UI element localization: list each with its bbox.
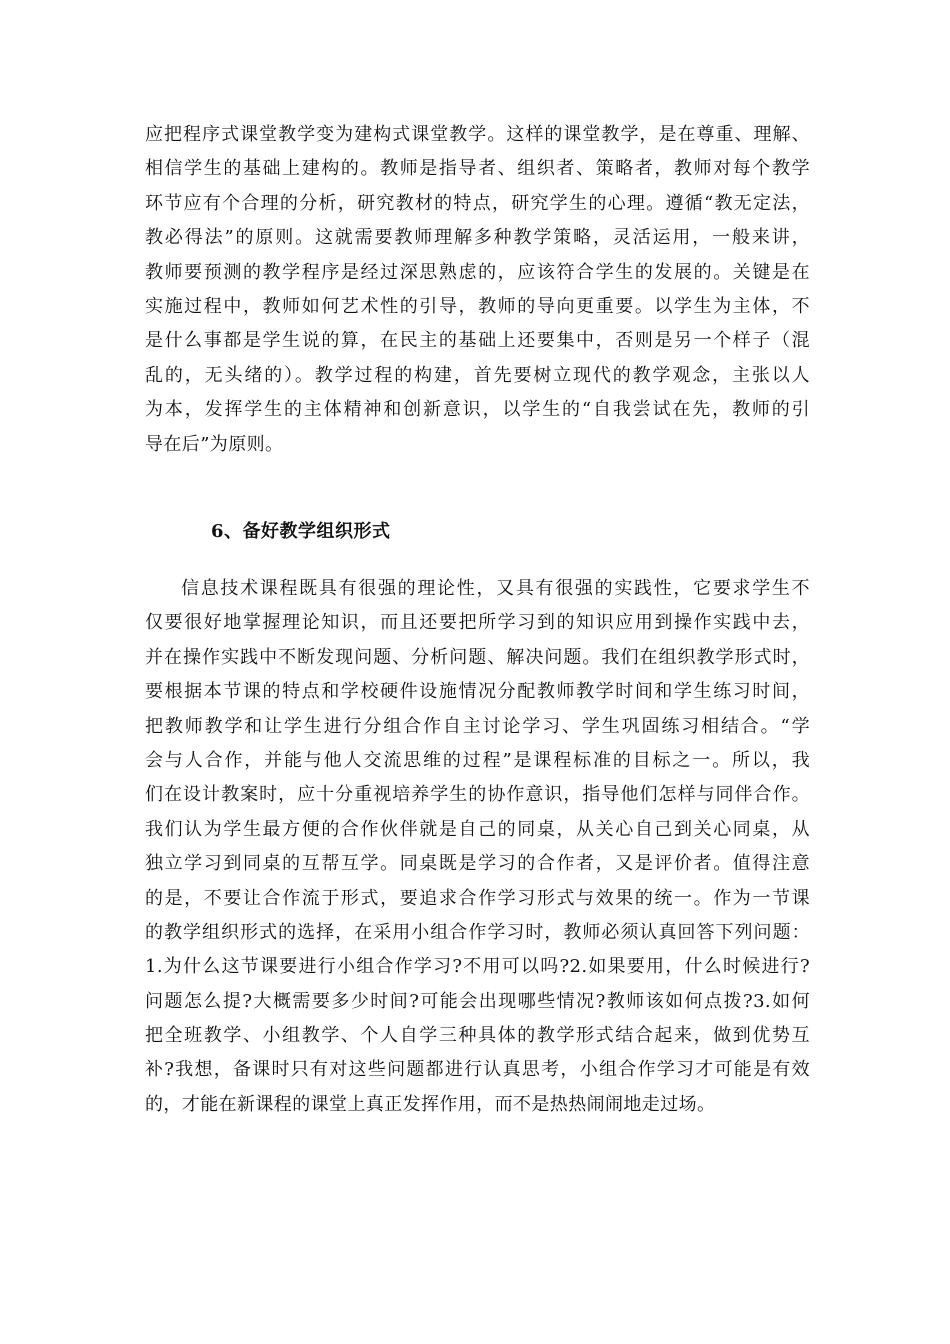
paragraph-line: 们在设计教案时，应十分重视培养学生的协作意识，指导他们怎样与同伴合作。 bbox=[145, 784, 810, 806]
paragraph-line: 的，才能在新课程的课堂上真正发挥作用，而不是热热闹闹地走过场。 bbox=[145, 1093, 716, 1115]
paragraph-line: 实施过程中，教师如何艺术性的引导，教师的导向更重要。以学生为主体，不 bbox=[145, 295, 810, 317]
paragraph-line: 独立学习到同桌的互帮互学。同桌既是学习的合作者，又是评价者。值得注意 bbox=[145, 853, 810, 875]
paragraph-line: 乱的，无头绪的）。教学过程的构建，首先要树立现代的教学观念，主张以人 bbox=[145, 364, 810, 386]
paragraph-line: 应把程序式课堂教学变为建构式课堂教学。这样的课堂教学，是在尊重、理解、 bbox=[145, 124, 810, 145]
paragraph-line: 把教师教学和让学生进行分组合作自主讨论学习、学生巩固练习相结合。“学 bbox=[145, 715, 810, 737]
paragraph-line: 的教学组织形式的选择，在采用小组合作学习时，教师必须认真回答下列问题： bbox=[145, 921, 810, 943]
paragraph-line: 并在操作实践中不断发现问题、分析问题、解决问题。我们在组织教学形式时， bbox=[145, 646, 810, 668]
paragraph-line: 信息技术课程既具有很强的理论性，又具有很强的实践性，它要求学生不 bbox=[181, 578, 810, 599]
paragraph-line: 把全班教学、小组教学、个人自学三种具体的教学形式结合起来，做到优势互 bbox=[145, 1025, 810, 1047]
paragraph-line: 1.为什么这节课要进行小组合作学习?不用可以吗?2.如果要用，什么时候进行? bbox=[145, 956, 810, 978]
paragraph-line: 教必得法”的原则。这就需要教师理解多种教学策略，灵活运用，一般来讲， bbox=[145, 227, 810, 249]
paragraph-line: 问题怎么提?大概需要多少时间?可能会出现哪些情况?教师该如何点拨?3.如何 bbox=[145, 990, 810, 1012]
paragraph-line: 要根据本节课的特点和学校硬件设施情况分配教师教学时间和学生练习时间， bbox=[145, 681, 810, 703]
paragraph-line: 是什么事都是学生说的算，在民主的基础上还要集中，否则是另一个样子（混 bbox=[145, 330, 810, 352]
paragraph-line: 环节应有个合理的分析，研究教材的特点，研究学生的心理。遵循“教无定法， bbox=[145, 192, 810, 214]
paragraph-organization-form bbox=[145, 572, 810, 1122]
paragraph-line: 导在后”为原则。 bbox=[145, 433, 284, 455]
paragraph-line: 我们认为学生最方便的合作伙伴就是自己的同桌，从关心自己到关心同桌，从 bbox=[145, 818, 810, 840]
paragraph-line: 为本，发挥学生的主体精神和创新意识，以学生的“自我尝试在先，教师的引 bbox=[145, 399, 810, 421]
paragraph-line: 补?我想，备课时只有对这些问题都进行认真思考，小组合作学习才可能是有效 bbox=[145, 1059, 810, 1081]
paragraph-line: 教师要预测的教学程序是经过深思熟虑的，应该符合学生的发展的。关键是在 bbox=[145, 261, 810, 283]
paragraph-line: 会与人合作，并能与他人交流思维的过程”是课程标准的目标之一。所以，我 bbox=[145, 749, 810, 771]
paragraph-line: 的是，不要让合作流于形式，要追求合作学习形式与效果的统一。作为一节课 bbox=[145, 887, 810, 909]
paragraph-line: 仅要很好地掌握理论知识，而且还要把所学习到的知识应用到操作实践中去， bbox=[145, 612, 810, 634]
paragraph-teaching-process bbox=[145, 118, 810, 462]
section-heading: 6、备好教学组织形式 bbox=[211, 521, 391, 542]
paragraph-line: 相信学生的基础上建构的。教师是指导者、组织者、策略者，教师对每个教学 bbox=[145, 158, 810, 180]
